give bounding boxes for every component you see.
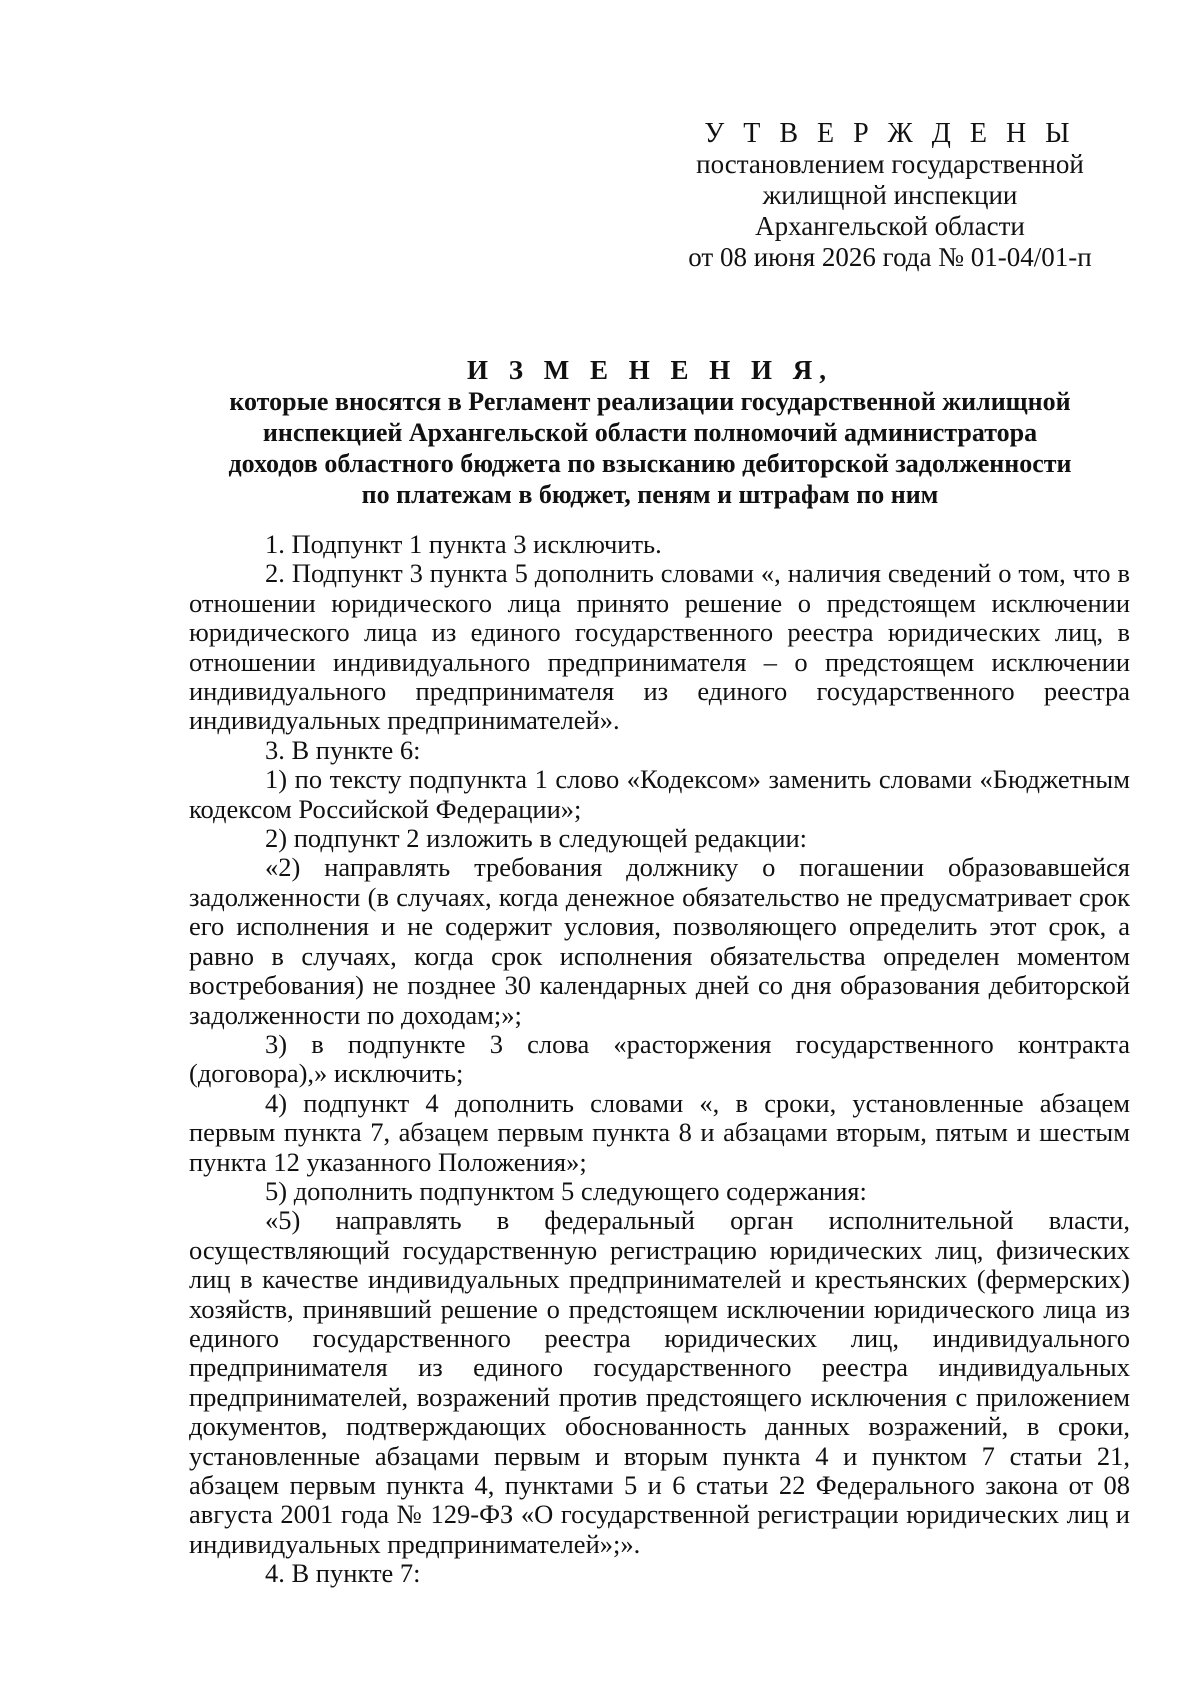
approval-line: постановлением государственной (696, 149, 1084, 179)
paragraph: «5) направлять в федеральный орган исполнительной власти, осуществляющий государственную регистрацию юридических лиц, физических лиц в качестве индивидуальных предпринимателей и крестьянских (фермерских) хозяйств, принявший решение о предстоящем исключении юридического лица из единого государственного реестра юридических лиц, индивидуального предпринимателя из единого государственного реестра индивидуальных предпринимателей, возражений против предстоящего исключения с приложением документов, подтверждающих обоснованность данных возражений, в сроки, установленные абзацами первым и вторым пункта 4 и пунктом 7 статьи 21, абзацем первым пункта 4, пунктами 5 и 6 статьи 22 Федерального закона от 08 августа 2001 года № 129-ФЗ «О государственной регистрации юридических лиц и индивидуальных предпринимателей»;». (189, 1205, 1130, 1559)
document-body (189, 530, 1130, 1589)
title-line: доходов областного бюджета по взысканию дебиторской задолженности (228, 449, 1072, 478)
approval-line: жилищной инспекции (762, 180, 1018, 210)
paragraph: 1. Подпункт 1 пункта 3 исключить. (265, 529, 662, 559)
title-line: инспекцией Архангельской области полномочий администратора (262, 418, 1038, 447)
approval-line: от 08 июня 2026 года № 01-04/01-п (688, 242, 1092, 272)
paragraph: 1) по тексту подпункта 1 слово «Кодексом» заменить словами «Бюджетным кодексом Российской Федерации»; (189, 764, 1130, 824)
paragraph: 4. В пункте 7: (265, 1558, 421, 1589)
paragraph: 5) дополнить подпунктом 5 следующего содержания: (265, 1175, 867, 1206)
paragraph: «2) направлять требования должнику о погашении образовавшейся задолженности (в случаях, когда денежное обязательство не предусматривает срок его исполнения и не содержит условия, позволяющего определить этот срок, а равно в случаях, когда срок исполнения обязательства определен моментом востребования) не позднее 30 календарных дней со дня образования дебиторской задолженности по доходам;»; (189, 852, 1130, 1030)
title-line: которые вносятся в Регламент реализации государственной жилищной (229, 387, 1071, 416)
paragraph: 2. Подпункт 3 пункта 5 дополнить словами «, наличия сведений о том, что в отношении юридического лица принято решение о предстоящем исключении юридического лица из единого государственного реестра юридических лиц, в отношении индивидуального предпринимателя – о предстоящем исключении индивидуального предпринимателя из единого государственного реестра индивидуальных предпринимателей». (189, 558, 1130, 736)
approval-line: Архангельской области (755, 211, 1025, 241)
approval-heading: У Т В Е Р Ж Д Е Н Ы (704, 118, 1076, 149)
document-title: И З М Е Н Е Н И Я, (466, 355, 833, 385)
paragraph: 2) подпункт 2 изложить в следующей редакции: (265, 823, 808, 854)
paragraph: 3. В пункте 6: (265, 734, 421, 765)
title-line: по платежам в бюджет, пеням и штрафам по ним (361, 480, 939, 509)
paragraph: 4) подпункт 4 дополнить словами «, в сроки, установленные абзацем первым пункта 7, абзацем первым пункта 8 и абзацами вторым, пятым и шестым пункта 12 указанного Положения»; (189, 1087, 1130, 1177)
approval-stamp (640, 118, 1140, 273)
paragraph: 3) в подпункте 3 слова «расторжения государственного контракта (договора),» исключить; (189, 1028, 1130, 1089)
document-title-block (170, 355, 1130, 510)
